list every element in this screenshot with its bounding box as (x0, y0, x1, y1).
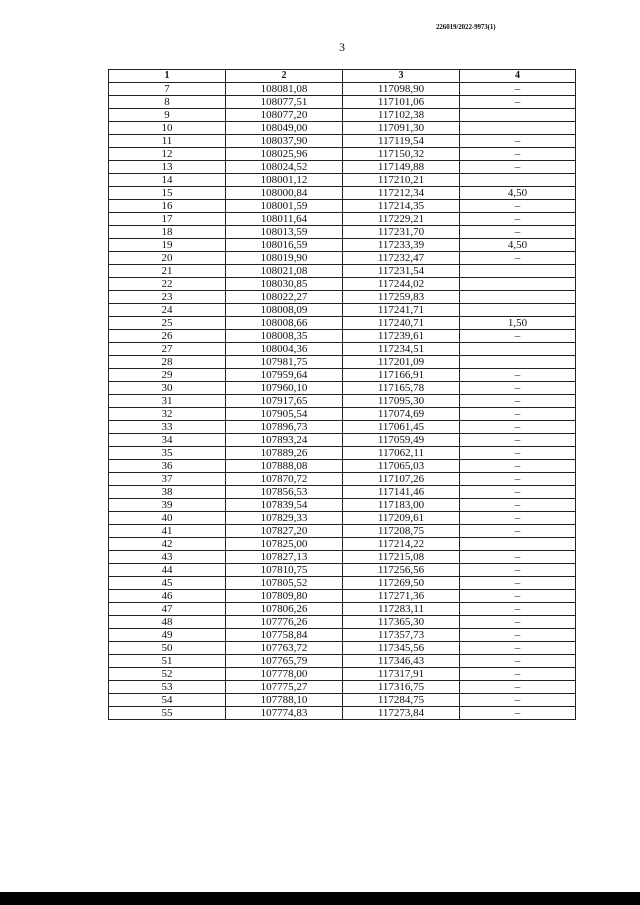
x-coordinate-cell: 107981,75 (226, 356, 343, 369)
y-coordinate-cell: 117244,02 (343, 278, 460, 291)
x-coordinate-cell: 107775,27 (226, 681, 343, 694)
point-number-cell: 13 (109, 161, 226, 174)
x-coordinate-cell: 107827,13 (226, 551, 343, 564)
point-number-cell: 10 (109, 122, 226, 135)
table-row (109, 382, 576, 395)
distance-cell: – (460, 668, 576, 681)
distance-cell: – (460, 148, 576, 161)
point-number-cell: 22 (109, 278, 226, 291)
table-row (109, 135, 576, 148)
table-row (109, 369, 576, 382)
x-coordinate-cell: 107889,26 (226, 447, 343, 460)
y-coordinate-cell: 117149,88 (343, 161, 460, 174)
table-row (109, 213, 576, 226)
distance-cell (460, 174, 576, 187)
table-row (109, 304, 576, 317)
point-number-cell: 18 (109, 226, 226, 239)
point-number-cell: 51 (109, 655, 226, 668)
distance-cell: 4,50 (460, 187, 576, 200)
y-coordinate-cell: 117273,84 (343, 707, 460, 720)
page-number: 3 (339, 40, 345, 54)
point-number-cell: 8 (109, 96, 226, 109)
point-number-cell: 16 (109, 200, 226, 213)
point-number-cell: 50 (109, 642, 226, 655)
table-row (109, 109, 576, 122)
x-coordinate-cell: 107825,00 (226, 538, 343, 551)
table-row (109, 577, 576, 590)
y-coordinate-cell: 117317,91 (343, 668, 460, 681)
table-row (109, 590, 576, 603)
table-row (109, 551, 576, 564)
distance-cell: – (460, 486, 576, 499)
x-coordinate-cell: 107905,54 (226, 408, 343, 421)
distance-cell: – (460, 460, 576, 473)
distance-cell: – (460, 616, 576, 629)
y-coordinate-cell: 117183,00 (343, 499, 460, 512)
table-row (109, 603, 576, 616)
point-number-cell: 21 (109, 265, 226, 278)
point-number-cell: 14 (109, 174, 226, 187)
point-number-cell: 38 (109, 486, 226, 499)
point-number-cell: 27 (109, 343, 226, 356)
distance-cell: – (460, 499, 576, 512)
x-coordinate-cell: 108081,08 (226, 83, 343, 96)
x-coordinate-cell: 108001,59 (226, 200, 343, 213)
table-row (109, 512, 576, 525)
column-header: 3 (343, 70, 460, 83)
point-number-cell: 44 (109, 564, 226, 577)
y-coordinate-cell: 117150,32 (343, 148, 460, 161)
distance-cell: – (460, 629, 576, 642)
x-coordinate-cell: 107917,65 (226, 395, 343, 408)
scan-edge-bar (0, 892, 640, 905)
point-number-cell: 28 (109, 356, 226, 369)
table-row (109, 447, 576, 460)
distance-cell: – (460, 395, 576, 408)
distance-cell (460, 304, 576, 317)
x-coordinate-cell: 108004,36 (226, 343, 343, 356)
x-coordinate-cell: 108000,84 (226, 187, 343, 200)
point-number-cell: 11 (109, 135, 226, 148)
x-coordinate-cell: 108001,12 (226, 174, 343, 187)
document-id: 226019/2022-9973(1) (436, 23, 496, 31)
x-coordinate-cell: 107827,20 (226, 525, 343, 538)
table-row (109, 291, 576, 304)
distance-cell: – (460, 434, 576, 447)
distance-cell: – (460, 707, 576, 720)
table-row (109, 499, 576, 512)
distance-cell: – (460, 590, 576, 603)
y-coordinate-cell: 117214,35 (343, 200, 460, 213)
x-coordinate-cell: 107776,26 (226, 616, 343, 629)
y-coordinate-cell: 117231,70 (343, 226, 460, 239)
y-coordinate-cell: 117316,75 (343, 681, 460, 694)
distance-cell (460, 265, 576, 278)
y-coordinate-cell: 117165,78 (343, 382, 460, 395)
point-number-cell: 19 (109, 239, 226, 252)
y-coordinate-cell: 117074,69 (343, 408, 460, 421)
y-coordinate-cell: 117241,71 (343, 304, 460, 317)
point-number-cell: 7 (109, 83, 226, 96)
coordinates-table (108, 69, 576, 720)
table-row (109, 486, 576, 499)
table-row (109, 265, 576, 278)
point-number-cell: 34 (109, 434, 226, 447)
x-coordinate-cell: 108037,90 (226, 135, 343, 148)
point-number-cell: 37 (109, 473, 226, 486)
point-number-cell: 39 (109, 499, 226, 512)
y-coordinate-cell: 117102,38 (343, 109, 460, 122)
y-coordinate-cell: 117091,30 (343, 122, 460, 135)
column-header: 2 (226, 70, 343, 83)
point-number-cell: 55 (109, 707, 226, 720)
x-coordinate-cell: 107856,53 (226, 486, 343, 499)
y-coordinate-cell: 117065,03 (343, 460, 460, 473)
distance-cell: 4,50 (460, 239, 576, 252)
distance-cell: – (460, 473, 576, 486)
distance-cell (460, 278, 576, 291)
table-row (109, 239, 576, 252)
distance-cell: – (460, 252, 576, 265)
distance-cell (460, 291, 576, 304)
point-number-cell: 17 (109, 213, 226, 226)
x-coordinate-cell: 107805,52 (226, 577, 343, 590)
x-coordinate-cell: 108008,66 (226, 317, 343, 330)
x-coordinate-cell: 108021,08 (226, 265, 343, 278)
y-coordinate-cell: 117098,90 (343, 83, 460, 96)
table-row (109, 187, 576, 200)
point-number-cell: 49 (109, 629, 226, 642)
distance-cell: – (460, 135, 576, 148)
point-number-cell: 26 (109, 330, 226, 343)
table-row (109, 681, 576, 694)
y-coordinate-cell: 117062,11 (343, 447, 460, 460)
table-row (109, 408, 576, 421)
point-number-cell: 54 (109, 694, 226, 707)
distance-cell: – (460, 525, 576, 538)
table-row (109, 317, 576, 330)
x-coordinate-cell: 107959,64 (226, 369, 343, 382)
distance-cell: – (460, 421, 576, 434)
table-row (109, 161, 576, 174)
y-coordinate-cell: 117240,71 (343, 317, 460, 330)
distance-cell: – (460, 330, 576, 343)
table-row (109, 538, 576, 551)
x-coordinate-cell: 107806,26 (226, 603, 343, 616)
point-number-cell: 40 (109, 512, 226, 525)
x-coordinate-cell: 108016,59 (226, 239, 343, 252)
x-coordinate-cell: 107896,73 (226, 421, 343, 434)
distance-cell: – (460, 551, 576, 564)
x-coordinate-cell: 108019,90 (226, 252, 343, 265)
distance-cell: – (460, 694, 576, 707)
table-row (109, 122, 576, 135)
column-header: 1 (109, 70, 226, 83)
y-coordinate-cell: 117231,54 (343, 265, 460, 278)
distance-cell: – (460, 512, 576, 525)
x-coordinate-cell: 107870,72 (226, 473, 343, 486)
point-number-cell: 46 (109, 590, 226, 603)
distance-cell: – (460, 83, 576, 96)
y-coordinate-cell: 117061,45 (343, 421, 460, 434)
x-coordinate-cell: 107788,10 (226, 694, 343, 707)
distance-cell: – (460, 603, 576, 616)
point-number-cell: 45 (109, 577, 226, 590)
y-coordinate-cell: 117209,61 (343, 512, 460, 525)
table-body (109, 83, 576, 720)
point-number-cell: 9 (109, 109, 226, 122)
x-coordinate-cell: 108077,51 (226, 96, 343, 109)
distance-cell: – (460, 447, 576, 460)
point-number-cell: 32 (109, 408, 226, 421)
table-row (109, 356, 576, 369)
x-coordinate-cell: 108022,27 (226, 291, 343, 304)
column-header: 4 (460, 70, 576, 83)
y-coordinate-cell: 117107,26 (343, 473, 460, 486)
y-coordinate-cell: 117271,36 (343, 590, 460, 603)
point-number-cell: 23 (109, 291, 226, 304)
distance-cell (460, 356, 576, 369)
x-coordinate-cell: 108030,85 (226, 278, 343, 291)
x-coordinate-cell: 107763,72 (226, 642, 343, 655)
distance-cell: 1,50 (460, 317, 576, 330)
distance-cell: – (460, 642, 576, 655)
table-row (109, 564, 576, 577)
point-number-cell: 25 (109, 317, 226, 330)
x-coordinate-cell: 108013,59 (226, 226, 343, 239)
table-row (109, 694, 576, 707)
table-row (109, 421, 576, 434)
point-number-cell: 43 (109, 551, 226, 564)
table-row (109, 525, 576, 538)
distance-cell: – (460, 226, 576, 239)
y-coordinate-cell: 117233,39 (343, 239, 460, 252)
y-coordinate-cell: 117232,47 (343, 252, 460, 265)
x-coordinate-cell: 107778,00 (226, 668, 343, 681)
table-row (109, 460, 576, 473)
distance-cell: – (460, 213, 576, 226)
y-coordinate-cell: 117365,30 (343, 616, 460, 629)
distance-cell: – (460, 681, 576, 694)
distance-cell: – (460, 96, 576, 109)
y-coordinate-cell: 117215,08 (343, 551, 460, 564)
table-row (109, 83, 576, 96)
y-coordinate-cell: 117234,51 (343, 343, 460, 356)
table-row (109, 148, 576, 161)
distance-cell (460, 109, 576, 122)
y-coordinate-cell: 117208,75 (343, 525, 460, 538)
x-coordinate-cell: 107809,80 (226, 590, 343, 603)
distance-cell: – (460, 577, 576, 590)
y-coordinate-cell: 117239,61 (343, 330, 460, 343)
x-coordinate-cell: 107960,10 (226, 382, 343, 395)
point-number-cell: 47 (109, 603, 226, 616)
x-coordinate-cell: 108011,64 (226, 213, 343, 226)
distance-cell: – (460, 408, 576, 421)
x-coordinate-cell: 108077,20 (226, 109, 343, 122)
table-row (109, 707, 576, 720)
y-coordinate-cell: 117119,54 (343, 135, 460, 148)
y-coordinate-cell: 117095,30 (343, 395, 460, 408)
table-header-row (109, 70, 576, 83)
y-coordinate-cell: 117259,83 (343, 291, 460, 304)
x-coordinate-cell: 107839,54 (226, 499, 343, 512)
distance-cell: – (460, 369, 576, 382)
point-number-cell: 36 (109, 460, 226, 473)
table-row (109, 174, 576, 187)
y-coordinate-cell: 117256,56 (343, 564, 460, 577)
table-row (109, 616, 576, 629)
y-coordinate-cell: 117210,21 (343, 174, 460, 187)
x-coordinate-cell: 108008,35 (226, 330, 343, 343)
distance-cell: – (460, 161, 576, 174)
distance-cell: – (460, 200, 576, 213)
distance-cell: – (460, 655, 576, 668)
distance-cell (460, 343, 576, 356)
table-row (109, 330, 576, 343)
table-row (109, 642, 576, 655)
point-number-cell: 24 (109, 304, 226, 317)
table-row (109, 278, 576, 291)
x-coordinate-cell: 108049,00 (226, 122, 343, 135)
table-row (109, 395, 576, 408)
x-coordinate-cell: 107888,08 (226, 460, 343, 473)
distance-cell (460, 122, 576, 135)
x-coordinate-cell: 107829,33 (226, 512, 343, 525)
x-coordinate-cell: 107765,79 (226, 655, 343, 668)
x-coordinate-cell: 108008,09 (226, 304, 343, 317)
distance-cell: – (460, 382, 576, 395)
point-number-cell: 15 (109, 187, 226, 200)
y-coordinate-cell: 117214,22 (343, 538, 460, 551)
point-number-cell: 12 (109, 148, 226, 161)
table-row (109, 473, 576, 486)
x-coordinate-cell: 107810,75 (226, 564, 343, 577)
y-coordinate-cell: 117357,73 (343, 629, 460, 642)
point-number-cell: 48 (109, 616, 226, 629)
point-number-cell: 53 (109, 681, 226, 694)
table-row (109, 629, 576, 642)
x-coordinate-cell: 108024,52 (226, 161, 343, 174)
point-number-cell: 42 (109, 538, 226, 551)
point-number-cell: 20 (109, 252, 226, 265)
y-coordinate-cell: 117141,46 (343, 486, 460, 499)
y-coordinate-cell: 117059,49 (343, 434, 460, 447)
distance-cell (460, 538, 576, 551)
point-number-cell: 41 (109, 525, 226, 538)
table-row (109, 655, 576, 668)
table-row (109, 434, 576, 447)
x-coordinate-cell: 108025,96 (226, 148, 343, 161)
y-coordinate-cell: 117345,56 (343, 642, 460, 655)
point-number-cell: 35 (109, 447, 226, 460)
x-coordinate-cell: 107774,83 (226, 707, 343, 720)
y-coordinate-cell: 117284,75 (343, 694, 460, 707)
table-row (109, 96, 576, 109)
point-number-cell: 33 (109, 421, 226, 434)
y-coordinate-cell: 117283,11 (343, 603, 460, 616)
y-coordinate-cell: 117212,34 (343, 187, 460, 200)
x-coordinate-cell: 107893,24 (226, 434, 343, 447)
point-number-cell: 31 (109, 395, 226, 408)
y-coordinate-cell: 117201,09 (343, 356, 460, 369)
point-number-cell: 30 (109, 382, 226, 395)
table-row (109, 668, 576, 681)
point-number-cell: 52 (109, 668, 226, 681)
y-coordinate-cell: 117101,06 (343, 96, 460, 109)
table-row (109, 252, 576, 265)
table-row (109, 200, 576, 213)
point-number-cell: 29 (109, 369, 226, 382)
table-row (109, 226, 576, 239)
y-coordinate-cell: 117229,21 (343, 213, 460, 226)
table-row (109, 343, 576, 356)
y-coordinate-cell: 117346,43 (343, 655, 460, 668)
y-coordinate-cell: 117166,91 (343, 369, 460, 382)
distance-cell: – (460, 564, 576, 577)
x-coordinate-cell: 107758,84 (226, 629, 343, 642)
y-coordinate-cell: 117269,50 (343, 577, 460, 590)
